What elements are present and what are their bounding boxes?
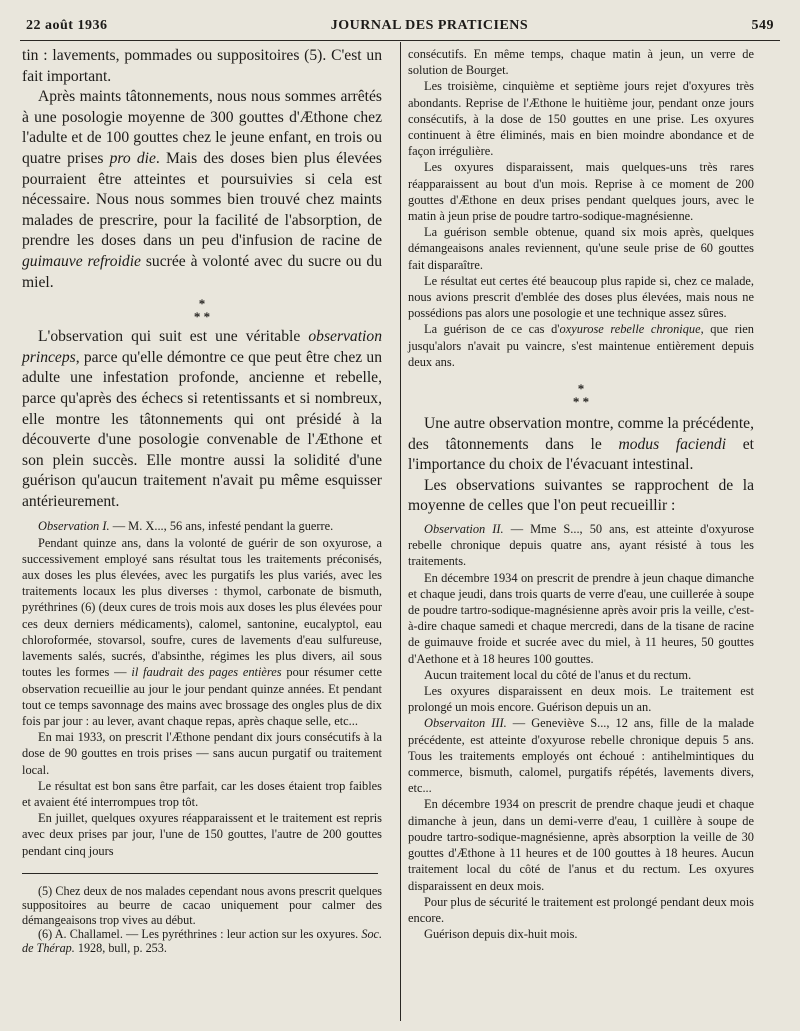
header-rule: [20, 40, 780, 41]
header-date: 22 août 1936: [26, 18, 108, 33]
observation-heading: Observation I. — M. X..., 56 ans, infesté pendant la guerre.: [38, 519, 334, 534]
paragraph: En décembre 1934 on prescrit de prendre chaque jeudi et chaque dimanche à jeun, dans un demi-verre d'eau, 1 cuillère à soupe de poudre tartro-sodique-magnésienne, après absorption la veille de 30 gouttes d'Æthone à 11 heures et de 100 gouttes à 18 heures. Aucun traitement local du côté de l'anus et du rectum. Les oxyures disparaissent en deux mois.: [408, 797, 754, 893]
paragraph: La guérison de ce cas d'oxyurose rebelle chronique, que rien jusqu'alors n'avait pu vaincre, s'est maintenue entièrement depuis deux ans.: [408, 322, 755, 369]
paragraph: Pendant quinze ans, dans la volonté de guérir de son oxyurose, a successivement employé sans résultat tous les traitements préconisés, aux doses les plus élevées, avec les purgatifs les plus variés, avec les traitements locaux les plus diverses : thymol, carbonate de bismuth, pyréthrines (6) (deux cures de trois mois aux doses les plus élevées pour ces deux derniers médicaments), calomel, santonine, eucalyptol, eau chloroformée, stovarsol, soufre, cures de lavements d'eau sulfureuse, lavements salés, sucrés, d'absinthe, régimes les plus divers, ail sous toutes les formes — il faudrait des pages entières pour résumer cette observation recueillie au jour le jour pendant quinze années. Et pendant tout ce temps savonnage des mains avec brossage des ongles plus de dix fois par jour : au lever, avant chaque repas, après chaque selle, etc...: [22, 535, 382, 728]
observation-heading: Observation II. — Mme S..., 50 ans, est atteinte d'oxyurose rebelle chronique depuis quatre ans, ayant résisté à tous les traitements.: [408, 522, 754, 569]
paragraph: Aucun traitement local du côté de l'anus et du rectum.: [424, 667, 692, 682]
paragraph: Les observations suivantes se rapprochent de la moyenne de celles que l'on peut recueillir :: [408, 476, 754, 515]
paragraph: Après maints tâtonnements, nous nous sommes arrêtés à une posologie moyenne de 300 gouttes d'Æthone chez l'adulte et de 100 gouttes chez le jeune enfant, en trois ou quatre prises pro die. Mais des doses bien plus élevées pourraient être atteintes et poursuivies si cela est nécessaire. Nous nous sommes bien trouvé chez maints malades de prescrire, pour la facilité de l'absorption, de prendre les doses dans un peu d'infusion de racine de guimauve refroidie sucrée à volonté avec du sucre ou du miel.: [22, 88, 382, 291]
paragraph: Une autre observation montre, comme la précédente, des tâtonnements dans le modus faciendi et l'importance du choix de l'évacuant intestinal.: [408, 415, 754, 474]
paragraph: tin : lavements, pommades ou suppositoires (5). C'est un fait important.: [22, 47, 382, 85]
paragraph: L'observation qui suit est une véritable observation princeps, parce qu'elle démontre ce que peut être chez un adulte une infestation profonde, ancienne et rebelle, parce qu'après des échecs si retentissants et si nombreux, elle montre les tâtonnements qui ont présidé à la découverte d'une posologie convenable de l'Æthone et son plein succès. Elle montre aussi la solidité d'une guérison qu'aucun traitement n'avait pu même esquisser antérieurement.: [22, 328, 382, 510]
paragraph: Le résultat est bon sans être parfait, car les doses étaient trop faibles et avaient été interrompues trop tôt.: [22, 778, 382, 809]
header-page-number: 549: [751, 18, 774, 33]
paragraph: consécutifs. En même temps, chaque matin à jeun, un verre de solution de Bourget.: [408, 47, 754, 78]
paragraph: Les troisième, cinquième et septième jours rejet d'oxyures très abondants. Reprise de l'Æthone le huitième jour, pendant onze jours consécutifs, à la dose de 150 gouttes en une prise. Les oxyures continuent à être éliminés, mais en bien moindre abondance et de façon irrégulière.: [408, 79, 754, 159]
paragraph: En juillet, quelques oxyures réapparaissent et le traitement est repris avec deux prises par jour, l'une de 150 gouttes, l'autre de 200 gouttes pendant cinq jours: [22, 811, 382, 858]
left-column: [22, 46, 382, 956]
section-separator: * * *: [193, 296, 211, 325]
footnote-rule: [22, 873, 378, 874]
page-header: [26, 14, 774, 38]
paragraph: Le résultat eut certes été beaucoup plus rapide si, chez ce malade, nous avions prescrit d'emblée des doses plus élevées, mais nous ne possédions pas alors une posologie et une technique assez sûres.: [408, 273, 754, 321]
section-separator: * * *: [572, 381, 590, 410]
paragraph: La guérison semble obtenue, quand six mois après, quelques démangeaisons anales reviennent, qu'une seule prise de 60 gouttes fait disparaître.: [408, 225, 754, 272]
footnote: (5) Chez deux de nos malades cependant nous avons prescrit quelques suppositoires au beurre de cacao uniquement pour calmer des démangeaisons trop vives au début.: [22, 883, 382, 927]
column-divider: [400, 42, 401, 1021]
paragraph: Les oxyures disparaissent, mais quelques-uns très rares réapparaissent au bout d'un mois. Reprise à ce moment de 200 gouttes d'Æthone en deux prises pendant quelques jours, avec le matin à jeun prise de poudre tartro-sodique-magnésienne.: [408, 160, 754, 224]
paragraph: Pour plus de sécurité le traitement est prolongé pendant deux mois encore.: [408, 894, 754, 925]
paragraph: Guérison depuis dix-huit mois.: [424, 927, 578, 942]
observation-heading: Observaiton III. — Geneviève S..., 12 ans, fille de la malade précédente, est atteinte d'oxyurose rebelle chronique depuis 5 ans. Tous les traitements employés ont échoué : antihelmintiques du commerce, bismuth, calomel, purgatifs répétés, lavements divers, etc...: [408, 716, 754, 796]
paragraph: Les oxyures disparaissent en deux mois. Le traitement est prolongé un mois encore. Guérison depuis un an.: [408, 684, 754, 715]
paragraph: En mai 1933, on prescrit l'Æthone pendant dix jours consécutifs à la dose de 90 gouttes en trois prises — sans aucun purgatif ou traitement local.: [22, 730, 382, 777]
header-journal-title: JOURNAL DES PRATICIENS: [330, 18, 529, 33]
paragraph: En décembre 1934 on prescrit de prendre à jeun chaque dimanche et chaque jeudi, dans trois quarts de verre d'eau, une cuillerée à soupe de poudre tartro-sodique-magnésienne après avoir pris la veille, c'est-à-dire chaque samedi et chaque mercredi, dans de la tisane de racine de guimauve froide et sucrée avec du miel, à 11 heures, 50 gouttes d'Aethone et à 18 heures 100 gouttes.: [408, 570, 754, 666]
right-column: [408, 46, 754, 942]
footnote: (6) A. Challamel. — Les pyréthrines : leur action sur les oxyures. Soc. de Thérap. 1928, bull, p. 253.: [22, 926, 382, 956]
